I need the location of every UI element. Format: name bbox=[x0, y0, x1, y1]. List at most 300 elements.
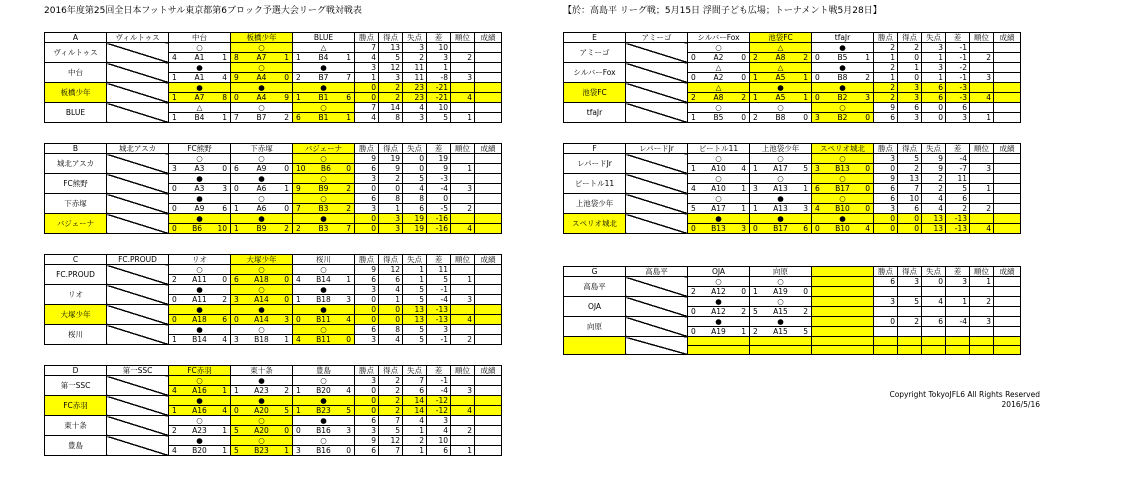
goal-diff: -1 bbox=[946, 73, 970, 83]
rank: 2 bbox=[970, 53, 994, 63]
stat-header: 順位 bbox=[451, 255, 475, 265]
result-symbol: △ bbox=[715, 63, 722, 72]
result-symbol: ○ bbox=[196, 376, 203, 385]
goals-against: 6 bbox=[403, 386, 427, 396]
self-match-cell bbox=[107, 63, 169, 83]
result-symbol: ● bbox=[320, 305, 327, 314]
match-code: B14 bbox=[192, 335, 207, 344]
match-symbol bbox=[688, 277, 750, 287]
score-against: 7 bbox=[346, 73, 351, 82]
goals-against bbox=[922, 327, 946, 337]
result-symbol: ○ bbox=[839, 174, 846, 183]
points: 4 bbox=[355, 113, 379, 123]
match-code: B20 bbox=[192, 446, 207, 455]
match-symbol bbox=[169, 174, 231, 184]
record bbox=[475, 265, 502, 275]
goal-diff bbox=[946, 327, 970, 337]
match-symbol bbox=[293, 103, 355, 113]
match-score bbox=[812, 307, 874, 317]
score-for: 3 bbox=[172, 164, 177, 173]
goals-against: 4 bbox=[403, 184, 427, 194]
match-score bbox=[231, 386, 293, 396]
team-row bbox=[45, 325, 502, 335]
score-for: 3 bbox=[296, 446, 301, 455]
goals-for: 3 bbox=[898, 93, 922, 103]
group-label: B bbox=[45, 144, 107, 154]
goals-for: 3 bbox=[898, 113, 922, 123]
rank: 4 bbox=[970, 224, 994, 234]
match-code: B14 bbox=[316, 275, 331, 284]
self-match-cell bbox=[107, 214, 169, 234]
score-for: 1 bbox=[172, 335, 177, 344]
score-against: 7 bbox=[346, 224, 351, 233]
column-team-name: FC赤羽 bbox=[169, 366, 231, 376]
match-score bbox=[750, 184, 812, 194]
match-symbol bbox=[812, 83, 874, 93]
stat-header: 差 bbox=[427, 144, 451, 154]
match-symbol bbox=[812, 297, 874, 307]
goal-diff: -8 bbox=[427, 73, 451, 83]
goal-diff: -4 bbox=[427, 184, 451, 194]
match-symbol bbox=[231, 194, 293, 204]
goals-against: 5 bbox=[403, 285, 427, 295]
result-symbol: ● bbox=[320, 285, 327, 294]
rank: 2 bbox=[451, 53, 475, 63]
result-symbol: ● bbox=[196, 305, 203, 314]
self-match-cell bbox=[626, 103, 688, 123]
rank: 1 bbox=[451, 164, 475, 174]
points: 3 bbox=[355, 174, 379, 184]
result-symbol: ● bbox=[320, 83, 327, 92]
result-symbol: ○ bbox=[777, 154, 784, 163]
score-for: 3 bbox=[753, 184, 758, 193]
team-row bbox=[45, 174, 502, 184]
self-match-cell bbox=[107, 396, 169, 416]
match-code: A2 bbox=[713, 73, 724, 82]
result-symbol: ○ bbox=[258, 285, 265, 294]
goals-for: 3 bbox=[898, 277, 922, 287]
goals-against: 3 bbox=[922, 43, 946, 53]
result-symbol: △ bbox=[777, 63, 784, 72]
stat-header: 勝点 bbox=[355, 144, 379, 154]
goal-diff: 3 bbox=[427, 325, 451, 335]
column-team-name: FC熊野 bbox=[169, 144, 231, 154]
row-team-name: ビートル11 bbox=[564, 174, 626, 194]
row-team-name: シルバーFox bbox=[564, 63, 626, 83]
row-team-name: tfaJr bbox=[564, 103, 626, 123]
goal-diff: 5 bbox=[946, 184, 970, 194]
rank bbox=[451, 325, 475, 335]
row-team-name: 高島平 bbox=[564, 277, 626, 297]
result-symbol: ○ bbox=[715, 154, 722, 163]
match-score bbox=[812, 93, 874, 103]
goal-diff: -2 bbox=[946, 63, 970, 73]
result-symbol: ○ bbox=[258, 154, 265, 163]
score-against: 0 bbox=[865, 113, 870, 122]
copyright: Copyright TokyoJFL6 All Rights Reserved bbox=[889, 390, 1040, 399]
goals-against: 14 bbox=[403, 406, 427, 416]
match-score bbox=[169, 446, 231, 456]
self-match-cell bbox=[107, 416, 169, 436]
goals-for: 6 bbox=[379, 275, 403, 285]
rank: 3 bbox=[451, 184, 475, 194]
points: 9 bbox=[355, 265, 379, 275]
match-score bbox=[231, 93, 293, 103]
match-symbol bbox=[750, 63, 812, 73]
points: 0 bbox=[355, 184, 379, 194]
match-code: A14 bbox=[254, 315, 269, 324]
goal-diff: -1 bbox=[427, 335, 451, 345]
column-team-name: 下赤塚 bbox=[231, 144, 293, 154]
column-team-name: 第一SSC bbox=[107, 366, 169, 376]
score-for: 6 bbox=[815, 184, 820, 193]
match-symbol bbox=[293, 174, 355, 184]
team-row bbox=[564, 337, 1021, 346]
stat-header: 得点 bbox=[898, 144, 922, 154]
score-for: 0 bbox=[815, 224, 820, 233]
result-symbol: ● bbox=[196, 285, 203, 294]
match-score bbox=[231, 295, 293, 305]
match-code: B6 bbox=[320, 164, 331, 173]
match-symbol bbox=[688, 174, 750, 184]
stat-header: 成績 bbox=[475, 366, 502, 376]
score-against: 10 bbox=[217, 224, 227, 233]
rank: 2 bbox=[451, 204, 475, 214]
column-team-name: 城北アスカ bbox=[107, 144, 169, 154]
column-team-name: ヴィルトゥス bbox=[107, 33, 169, 43]
result-symbol: ○ bbox=[320, 436, 327, 445]
score-against: 3 bbox=[865, 93, 870, 102]
goals-against bbox=[922, 346, 946, 355]
self-match-cell bbox=[107, 436, 169, 456]
stat-header: 成績 bbox=[475, 144, 502, 154]
score-against: 1 bbox=[803, 73, 808, 82]
team-row bbox=[564, 194, 1021, 204]
row-team-name: 上池袋少年 bbox=[564, 194, 626, 214]
stat-header: 失点 bbox=[403, 255, 427, 265]
record bbox=[475, 164, 502, 174]
match-score bbox=[169, 406, 231, 416]
match-symbol bbox=[812, 277, 874, 287]
goals-for: 2 bbox=[379, 93, 403, 103]
stat-header: 勝点 bbox=[874, 33, 898, 43]
match-symbol bbox=[231, 83, 293, 93]
stat-header: 勝点 bbox=[355, 255, 379, 265]
team-row bbox=[45, 416, 502, 426]
match-code: B5 bbox=[713, 113, 724, 122]
match-score bbox=[812, 73, 874, 83]
goals-for: 0 bbox=[379, 305, 403, 315]
goals-for: 2 bbox=[379, 83, 403, 93]
match-symbol bbox=[169, 416, 231, 426]
goals-against: 6 bbox=[922, 83, 946, 93]
score-for: 1 bbox=[753, 164, 758, 173]
row-team-name: FC赤羽 bbox=[45, 396, 107, 416]
match-code: A5 bbox=[775, 73, 786, 82]
score-against: 5 bbox=[346, 406, 351, 415]
score-against: 4 bbox=[222, 335, 227, 344]
record bbox=[475, 154, 502, 164]
match-symbol bbox=[812, 43, 874, 53]
match-symbol bbox=[688, 154, 750, 164]
score-against: 2 bbox=[803, 53, 808, 62]
match-code: B23 bbox=[254, 446, 269, 455]
score-for: 0 bbox=[172, 204, 177, 213]
column-team-name: OJA bbox=[688, 267, 750, 277]
update-date: 2016/5/16 bbox=[1001, 400, 1040, 409]
match-code: B7 bbox=[256, 113, 267, 122]
match-score bbox=[169, 73, 231, 83]
match-code: B18 bbox=[254, 335, 269, 344]
column-team-name: FC.PROUD bbox=[107, 255, 169, 265]
goals-for: 4 bbox=[379, 335, 403, 345]
match-code: B17 bbox=[835, 184, 850, 193]
score-against: 2 bbox=[222, 295, 227, 304]
points: 4 bbox=[355, 53, 379, 63]
match-score bbox=[293, 446, 355, 456]
rank: 2 bbox=[451, 335, 475, 345]
record bbox=[475, 285, 502, 295]
rank bbox=[451, 436, 475, 446]
match-code: A6 bbox=[256, 204, 267, 213]
match-score bbox=[231, 224, 293, 234]
team-row bbox=[45, 83, 502, 93]
score-against: 0 bbox=[741, 73, 746, 82]
score-for: 6 bbox=[234, 275, 239, 284]
result-symbol: ○ bbox=[839, 194, 846, 203]
match-symbol bbox=[169, 396, 231, 406]
rank: 4 bbox=[451, 315, 475, 325]
score-for: 3 bbox=[234, 335, 239, 344]
goals-for: 8 bbox=[379, 325, 403, 335]
league-table-g bbox=[563, 266, 1021, 355]
column-team-name: スペリオ城北 bbox=[812, 144, 874, 154]
match-symbol bbox=[293, 285, 355, 295]
result-symbol: ○ bbox=[715, 277, 722, 286]
row-team-name: 板橋少年 bbox=[45, 83, 107, 103]
match-symbol bbox=[231, 103, 293, 113]
points: 0 bbox=[355, 93, 379, 103]
team-row bbox=[564, 154, 1021, 164]
match-symbol bbox=[688, 83, 750, 93]
match-score bbox=[293, 53, 355, 63]
goals-against: 1 bbox=[403, 426, 427, 436]
score-against: 2 bbox=[741, 307, 746, 316]
result-symbol: ○ bbox=[839, 154, 846, 163]
goal-diff: 5 bbox=[427, 113, 451, 123]
column-team-name: BLUE bbox=[293, 33, 355, 43]
row-team-name: OJA bbox=[564, 297, 626, 317]
match-code: B16 bbox=[316, 426, 331, 435]
record bbox=[475, 275, 502, 285]
match-score bbox=[231, 73, 293, 83]
goal-diff: 3 bbox=[427, 416, 451, 426]
team-row bbox=[564, 297, 1021, 307]
goals-for: 5 bbox=[898, 154, 922, 164]
score-against: 0 bbox=[865, 164, 870, 173]
score-for: 2 bbox=[691, 93, 696, 102]
stat-header: 差 bbox=[427, 33, 451, 43]
match-score bbox=[293, 426, 355, 436]
score-for: 8 bbox=[234, 53, 239, 62]
stat-header: 得点 bbox=[379, 144, 403, 154]
record bbox=[475, 93, 502, 103]
match-score bbox=[688, 327, 750, 337]
score-for: 0 bbox=[234, 406, 239, 415]
match-code: B8 bbox=[775, 113, 786, 122]
result-symbol: ○ bbox=[715, 103, 722, 112]
match-symbol bbox=[688, 317, 750, 327]
rank: 4 bbox=[451, 93, 475, 103]
record bbox=[475, 214, 502, 224]
result-symbol: ● bbox=[839, 83, 846, 92]
score-against: 0 bbox=[741, 53, 746, 62]
match-code: B3 bbox=[318, 224, 329, 233]
goals-for bbox=[898, 337, 922, 346]
rank bbox=[451, 63, 475, 73]
match-score bbox=[169, 386, 231, 396]
match-score bbox=[293, 275, 355, 285]
team-row bbox=[564, 63, 1021, 73]
rank bbox=[451, 376, 475, 386]
league-table-b bbox=[44, 143, 502, 234]
match-code: A7 bbox=[194, 93, 205, 102]
goal-diff: -21 bbox=[427, 83, 451, 93]
column-team-name: リオ bbox=[169, 255, 231, 265]
score-against: 0 bbox=[865, 204, 870, 213]
goals-against: 2 bbox=[922, 174, 946, 184]
goals-for: 8 bbox=[379, 194, 403, 204]
match-score bbox=[750, 73, 812, 83]
goals-for: 5 bbox=[898, 297, 922, 307]
match-symbol bbox=[169, 305, 231, 315]
match-score bbox=[688, 73, 750, 83]
self-match-cell bbox=[626, 154, 688, 174]
match-score bbox=[169, 204, 231, 214]
match-symbol bbox=[169, 194, 231, 204]
record bbox=[475, 204, 502, 214]
match-code: A19 bbox=[711, 327, 726, 336]
score-for: 1 bbox=[296, 295, 301, 304]
self-match-cell bbox=[626, 174, 688, 194]
record bbox=[994, 93, 1021, 103]
score-against: 2 bbox=[284, 386, 289, 395]
goals-against: 13 bbox=[922, 224, 946, 234]
score-for: 7 bbox=[296, 204, 301, 213]
match-score bbox=[293, 73, 355, 83]
team-row bbox=[45, 265, 502, 275]
match-symbol bbox=[169, 214, 231, 224]
goals-for: 6 bbox=[898, 204, 922, 214]
goals-for: 19 bbox=[379, 154, 403, 164]
goal-diff: -3 bbox=[946, 83, 970, 93]
result-symbol: ● bbox=[196, 214, 203, 223]
score-for: 7 bbox=[234, 113, 239, 122]
column-team-name: アミーゴ bbox=[626, 33, 688, 43]
goals-against: 0 bbox=[403, 154, 427, 164]
column-team-name: 向原 bbox=[750, 267, 812, 277]
score-for: 1 bbox=[172, 113, 177, 122]
record bbox=[994, 63, 1021, 73]
rank bbox=[970, 194, 994, 204]
self-match-cell bbox=[626, 83, 688, 103]
team-row bbox=[45, 43, 502, 53]
result-symbol: ● bbox=[777, 194, 784, 203]
result-symbol: ● bbox=[715, 214, 722, 223]
rank: 3 bbox=[970, 73, 994, 83]
team-row bbox=[45, 63, 502, 73]
record bbox=[475, 436, 502, 446]
score-for: 2 bbox=[753, 113, 758, 122]
record bbox=[475, 295, 502, 305]
team-row bbox=[564, 43, 1021, 53]
match-score bbox=[293, 113, 355, 123]
goals-for: 3 bbox=[379, 73, 403, 83]
goal-diff: 6 bbox=[946, 194, 970, 204]
score-against: 9 bbox=[284, 93, 289, 102]
record bbox=[994, 83, 1021, 93]
goals-for: 7 bbox=[379, 416, 403, 426]
record bbox=[994, 297, 1021, 307]
team-row bbox=[564, 214, 1021, 224]
match-score bbox=[812, 327, 874, 337]
match-symbol bbox=[750, 154, 812, 164]
goal-diff: 3 bbox=[946, 277, 970, 287]
match-code: B9 bbox=[256, 224, 267, 233]
score-for: 4 bbox=[172, 53, 177, 62]
points: 0 bbox=[355, 214, 379, 224]
team-row bbox=[45, 396, 502, 406]
goal-diff: -4 bbox=[946, 154, 970, 164]
score-for: 2 bbox=[296, 224, 301, 233]
goals-against: 23 bbox=[403, 93, 427, 103]
stat-header: 成績 bbox=[475, 255, 502, 265]
match-symbol bbox=[293, 265, 355, 275]
goals-against: 4 bbox=[922, 194, 946, 204]
goals-against: 1 bbox=[922, 53, 946, 63]
stat-header: 勝点 bbox=[355, 33, 379, 43]
score-against: 4 bbox=[865, 224, 870, 233]
score-against: 1 bbox=[284, 335, 289, 344]
record bbox=[994, 103, 1021, 113]
match-score bbox=[688, 184, 750, 194]
goals-against bbox=[922, 337, 946, 346]
result-symbol: ○ bbox=[258, 436, 265, 445]
stat-header: 失点 bbox=[922, 33, 946, 43]
stat-header: 得点 bbox=[379, 366, 403, 376]
result-symbol: ○ bbox=[320, 154, 327, 163]
stat-header: 差 bbox=[946, 33, 970, 43]
match-code: A13 bbox=[773, 204, 788, 213]
goal-diff: -12 bbox=[427, 396, 451, 406]
points: 2 bbox=[874, 93, 898, 103]
rank: 1 bbox=[970, 113, 994, 123]
match-symbol bbox=[812, 337, 874, 346]
score-for: 9 bbox=[296, 184, 301, 193]
match-code: B20 bbox=[316, 386, 331, 395]
goals-against: 1 bbox=[922, 73, 946, 83]
goal-diff: -13 bbox=[427, 315, 451, 325]
record bbox=[475, 83, 502, 93]
goals-against: 11 bbox=[403, 73, 427, 83]
score-for: 4 bbox=[815, 204, 820, 213]
goals-against bbox=[922, 287, 946, 297]
rank bbox=[970, 307, 994, 317]
rank bbox=[451, 154, 475, 164]
goal-diff: -12 bbox=[427, 406, 451, 416]
column-team-name: 豊島 bbox=[293, 366, 355, 376]
points: 3 bbox=[355, 204, 379, 214]
